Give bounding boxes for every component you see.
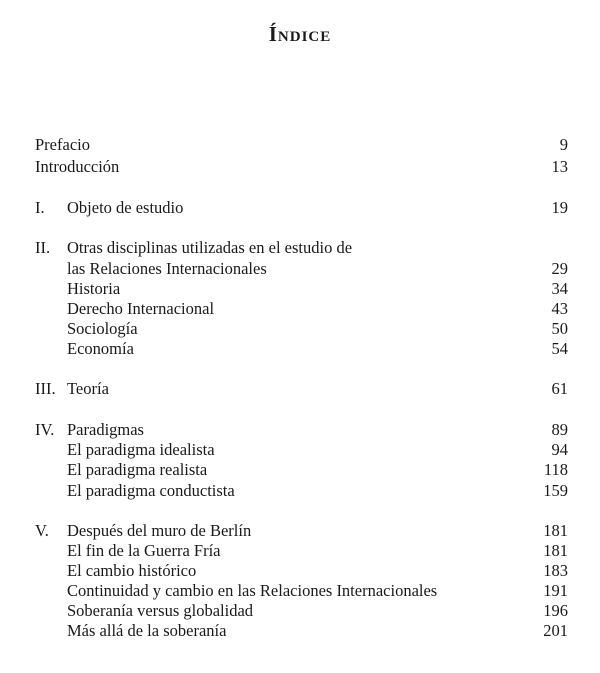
- entry-title: El paradigma realista: [67, 460, 208, 479]
- entry-title: El paradigma idealista: [67, 440, 215, 459]
- entry-title: Soberanía versus globalidad: [67, 601, 254, 620]
- entry-title: El paradigma conductista: [67, 481, 235, 500]
- page-number: 201: [543, 621, 568, 640]
- page-number: 13: [551, 157, 568, 176]
- page-number: 9: [559, 135, 568, 154]
- entry-title: Más allá de la soberanía: [67, 621, 227, 640]
- page-number: 191: [543, 581, 568, 600]
- page-number: 181: [543, 541, 568, 560]
- entry-title: Introducción: [35, 157, 120, 176]
- entry-title: El fin de la Guerra Fría: [67, 541, 221, 560]
- page-title: Índice: [268, 22, 332, 46]
- entry-title: Economía: [67, 339, 134, 358]
- entry-title: El cambio histórico: [67, 561, 197, 580]
- entry-title: Prefacio: [35, 135, 90, 154]
- page-number: 34: [551, 279, 568, 298]
- entry-title: Historia: [67, 279, 121, 298]
- page-number: 43: [551, 299, 568, 318]
- entry-title: Continuidad y cambio en las Relaciones Internacionales: [67, 581, 438, 600]
- entry-title: Otras disciplinas utilizadas en el estudio de: [67, 238, 353, 257]
- page-number: 89: [551, 420, 568, 439]
- chapter-number: I.: [35, 198, 45, 217]
- page-number: 159: [543, 481, 568, 500]
- chapter-number: II.: [35, 238, 51, 257]
- entry-title: las Relaciones Internacionales: [67, 259, 267, 278]
- chapter-number: V.: [35, 521, 49, 540]
- entry-title: Teoría: [67, 379, 109, 398]
- entry-title: Después del muro de Berlín: [67, 521, 252, 540]
- chapter-number: III.: [35, 379, 56, 398]
- page-number: 54: [551, 339, 568, 358]
- page-number: 196: [543, 601, 568, 620]
- page-number: 29: [551, 259, 568, 278]
- page-number: 61: [551, 379, 568, 398]
- entry-title: Paradigmas: [67, 420, 144, 439]
- page-number: 19: [551, 198, 568, 217]
- entry-title: Objeto de estudio: [67, 198, 184, 217]
- entry-title: Sociología: [67, 319, 138, 338]
- page-number: 94: [551, 440, 568, 459]
- page-number: 181: [543, 521, 568, 540]
- chapter-number: IV.: [35, 420, 55, 439]
- page-number: 183: [543, 561, 568, 580]
- page-number: 118: [543, 460, 568, 479]
- page-number: 50: [551, 319, 568, 338]
- entry-title: Derecho Internacional: [67, 299, 215, 318]
